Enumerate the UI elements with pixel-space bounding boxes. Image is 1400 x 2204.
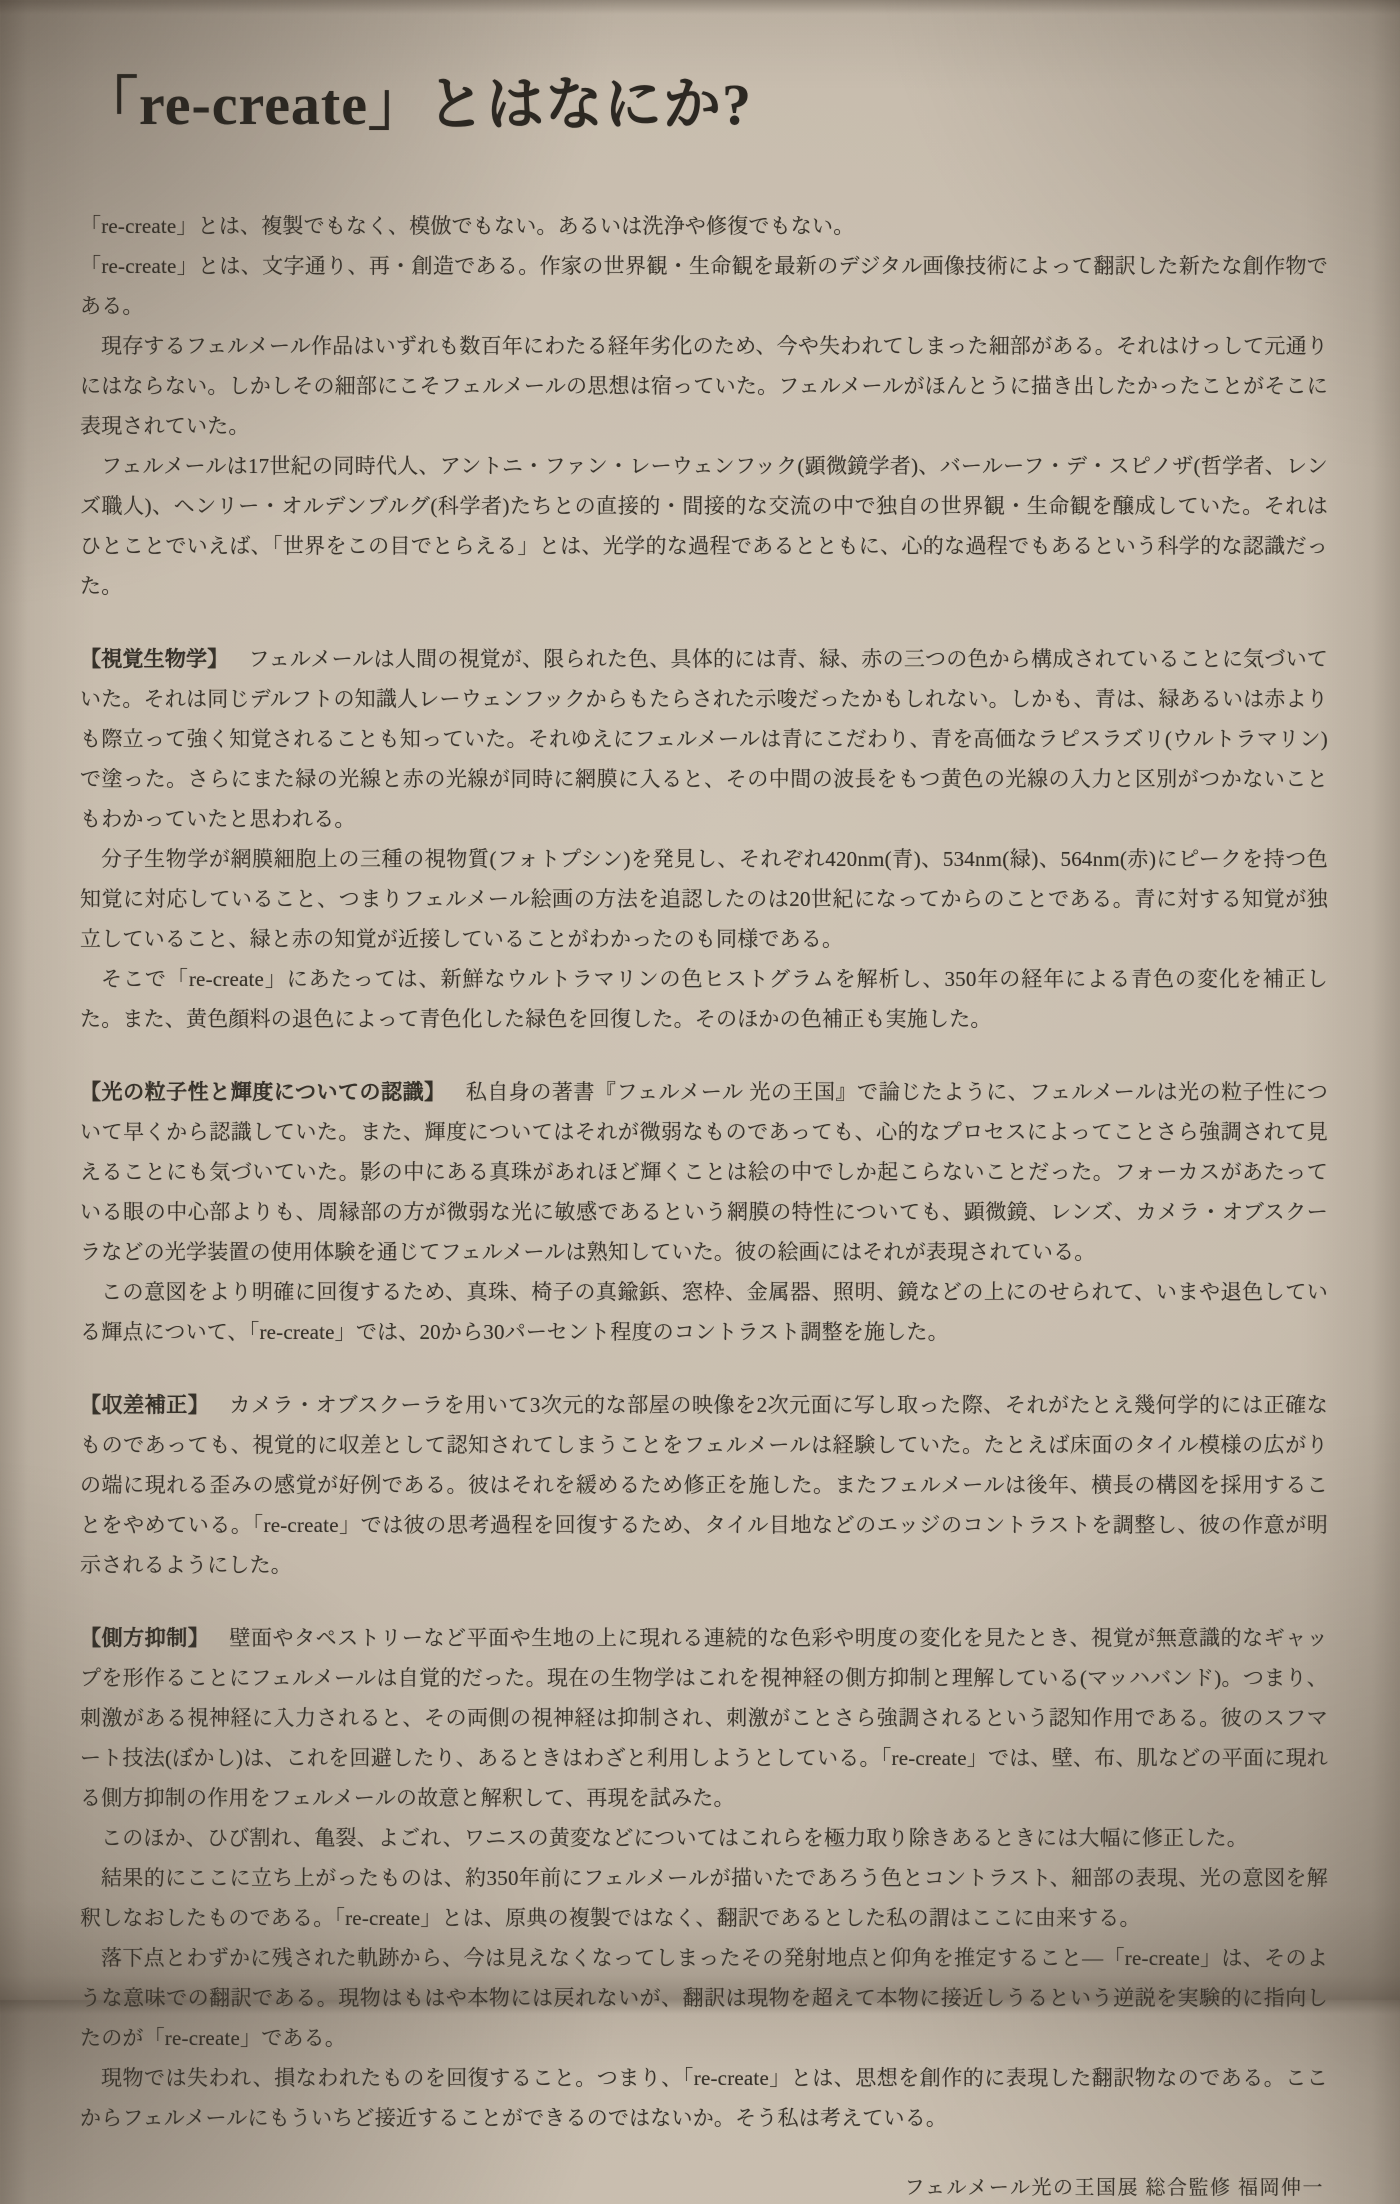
section-lead-paragraph bbox=[80, 639, 1328, 839]
section-paragraph: 落下点とわずかに残された軌跡から、今は見えなくなってしまったその発射地点と仰角を推定すること—「re-create」は、そのような意味での翻訳である。現物はもはや本物には戻れないが、翻訳は現物を超えて本物に接近しうるという逆説を実験的に指向したのが「re-create」である。 bbox=[80, 1945, 1328, 2050]
page-title: 「re-create」とはなにか? bbox=[80, 72, 752, 137]
section-paragraph: 分子生物学が網膜細胞上の三種の視物質(フォトプシン)を発見し、それぞれ420nm(青)、534nm(緑)、564nm(赤)にピークを持つ色知覚に対応していること、つまりフェルメール絵画の方法を追認したのは20世紀になってからのことである。青に対する知覚が独立していること、緑と赤の知覚が近接していることがわかったのも同様である。 bbox=[80, 846, 1328, 951]
section-paragraph: この意図をより明確に回復するため、真珠、椅子の真鍮鋲、窓枠、金属器、照明、鏡などの上にのせられて、いまや退色している輝点について、「re-create」では、20から30パーセント程度のコントラスト調整を施した。 bbox=[80, 1279, 1328, 1344]
section-lead-paragraph bbox=[80, 1385, 1328, 1585]
section-heading-aberration: 【収差補正】 bbox=[80, 1392, 210, 1417]
section-light-particles-luminance bbox=[80, 1072, 1328, 1352]
panel-text-column bbox=[80, 0, 1328, 2204]
intro-paragraph-1: 「re-create」とは、複製でもなく、模倣でもない。あるいは洗浄や修復でもない。 bbox=[80, 213, 855, 238]
credit-line: フェルメール光の王国展 総合監修 福岡伸一 bbox=[904, 2176, 1324, 2199]
section-lead-text: フェルメールは人間の視覚が、限られた色、具体的には青、緑、赤の三つの色から構成されていることに気づいていた。それは同じデルフトの知識人レーウェンフックからもたらされた示唆だったかもしれない。しかも、青は、緑あるいは赤よりも際立って強く知覚されることも知っていた。それゆえにフェルメールは青にこだわり、青を高価なラピスラズリ(ウルトラマリン)で塗った。さらにまた緑の光線と赤の光線が同時に網膜に入ると、その中間の波長をもつ黄色の光線の入力と区別がつかないこともわかっていたと思われる。 bbox=[80, 646, 1328, 831]
section-lateral-inhibition bbox=[80, 1618, 1328, 2138]
section-paragraph: このほか、ひび割れ、亀裂、よごれ、ワニスの黄変などについてはこれらを極力取り除きあるときには大幅に修正した。 bbox=[101, 1825, 1248, 1850]
intro-paragraph-3: 現存するフェルメール作品はいずれも数百年にわたる経年劣化のため、今や失われてしまった細部がある。それはけっして元通りにはならない。しかしその細部にこそフェルメールの思想は宿っていた。フェルメールがほんとうに描き出したかったことがそこに表現されていた。 bbox=[80, 333, 1328, 438]
section-lead-text: カメラ・オブスクーラを用いて3次元的な部屋の映像を2次元面に写し取った際、それがたとえ幾何学的には正確なものであっても、視覚的に収差として認知されてしまうことをフェルメールは経験していた。たとえば床面のタイル模様の広がりの端に現れる歪みの感覚が好例である。彼はそれを緩めるため修正を施した。またフェルメールは後年、横長の構図を採用することをやめている。「re-create」では彼の思考過程を回復するため、タイル目地などのエッジのコントラストを調整し、彼の作意が明示されるようにした。 bbox=[80, 1392, 1328, 1577]
section-heading-lateral-inhibition: 【側方抑制】 bbox=[80, 1625, 210, 1650]
section-paragraph: 結果的にここに立ち上がったものは、約350年前にフェルメールが描いたであろう色とコントラスト、細部の表現、光の意図を解釈しなおしたものである。「re-create」とは、原典の複製ではなく、翻訳であるとした私の謂はここに由来する。 bbox=[80, 1865, 1328, 1930]
section-lead-text: 壁面やタペストリーなど平面や生地の上に現れる連続的な色彩や明度の変化を見たとき、視覚が無意識的なギャップを形作ることにフェルメールは自覚的だった。現在の生物学はこれを視神経の側方抑制と理解している(マッハバンド)。つまり、刺激がある視神経に入力されると、その両側の視神経は抑制され、刺激がことさら強調されるという認知作用である。彼のスフマート技法(ぼかし)は、これを回避したり、あるときはわざと利用しようとしている。「re-create」では、壁、布、肌などの平面に現れる側方抑制の作用をフェルメールの故意と解釈して、再現を試みた。 bbox=[80, 1625, 1328, 1810]
section-lead-paragraph bbox=[80, 1072, 1328, 1272]
section-paragraph: そこで「re-create」にあたっては、新鮮なウルトラマリンの色ヒストグラムを解析し、350年の経年による青色の変化を補正した。また、黄色顔料の退色によって青色化した緑色を回復した。そのほかの色補正も実施した。 bbox=[80, 966, 1328, 1031]
section-lead-paragraph bbox=[80, 1618, 1328, 1818]
section-visual-biology bbox=[80, 639, 1328, 1039]
intro-paragraph-4: フェルメールは17世紀の同時代人、アントニ・ファン・レーウェンフック(顕微鏡学者)、バールーフ・デ・スピノザ(哲学者、レンズ職人)、ヘンリー・オルデンブルグ(科学者)たちとの直接的・間接的な交流の中で独自の世界観・生命観を醸成していた。それはひとことでいえば、「世界をこの目でとらえる」とは、光学的な過程であるとともに、心的な過程でもあるという科学的な認識だった。 bbox=[80, 453, 1328, 598]
section-aberration-correction bbox=[80, 1385, 1328, 1585]
intro-block bbox=[80, 206, 1328, 606]
section-heading-light-particles: 【光の粒子性と輝度についての認識】 bbox=[80, 1079, 446, 1104]
section-paragraph: 現物では失われ、損なわれたものを回復すること。つまり、「re-create」とは、思想を創作的に表現した翻訳物なのである。ここからフェルメールにもういちど接近することができるのではないか。そう私は考えている。 bbox=[80, 2065, 1328, 2130]
intro-paragraph-2: 「re-create」とは、文字通り、再・創造である。作家の世界観・生命観を最新のデジタル画像技術によって翻訳した新たな創作物である。 bbox=[80, 253, 1328, 318]
section-heading-visual-biology: 【視覚生物学】 bbox=[80, 646, 229, 671]
section-lead-text: 私自身の著書『フェルメール 光の王国』で論じたように、フェルメールは光の粒子性について早くから認識していた。また、輝度についてはそれが微弱なものであっても、心的なプロセスによってことさら強調されて見えることにも気づいていた。影の中にある真珠があれほど輝くことは絵の中でしか起こらないことだった。フォーカスがあたっている眼の中心部よりも、周縁部の方が微弱な光に敏感であるという網膜の特性についても、顕微鏡、レンズ、カメラ・オブスクーラなどの光学装置の使用体験を通じてフェルメールは熟知していた。彼の絵画にはそれが表現されている。 bbox=[80, 1079, 1328, 1264]
